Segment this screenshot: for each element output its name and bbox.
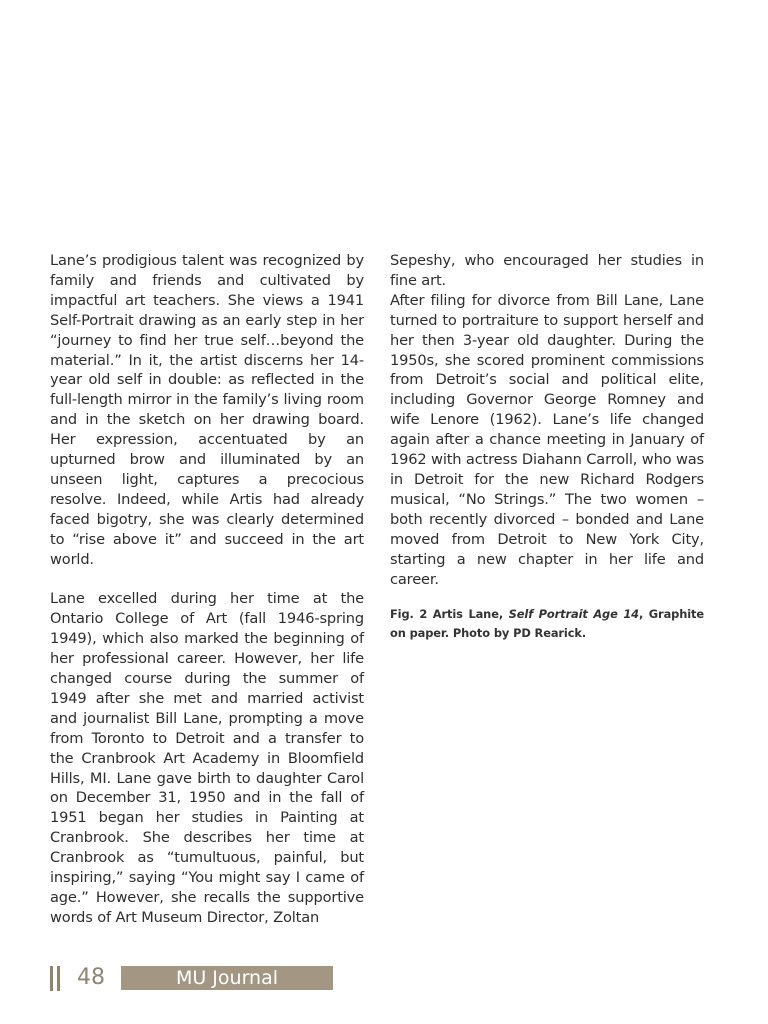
body-paragraph: Lane’s prodigious talent was recognized by family and friends and cultivated by impactful art teachers. She views a 1941 Self-Portrait drawing as an early step in her “journey to find her true self…beyond the material.” In it, the artist discerns her 14-year old self in double: as reflected in the full-length mirror in the family’s living room and in the sketch on her drawing board. Her expression, accentuated by an upturned brow and illuminated by an unseen light, captures a precocious resolve. Indeed, while Artis had already faced bigotry, she was clearly determined to “rise above it” and succeed in the art world. [50,252,364,568]
caption-prefix: Fig. 2 Artis Lane, [390,607,509,622]
body-paragraph: Sepeshy, who encouraged her studies in fine art. [390,252,704,289]
footer-divider-bar [57,966,60,991]
page-number: 48 [77,965,105,990]
journal-name-band: MU Journal [121,966,333,990]
caption-suffix: , Graphite on paper. Photo by PD Rearick. [390,607,704,641]
article-column-right [390,251,704,643]
body-paragraph: Lane excelled during her time at the Ontario College of Art (fall 1946-spring 1949), which also marked the beginning of her professional career. However, her life changed course during the summer of 1949 after she met and married activist and journalist Bill Lane, prompting a move from Toronto to Detroit and a transfer to the Cranbrook Art Academy in Bloomfield Hills, MI. Lane gave birth to daughter Carol on December 31, 1950 and in the fall of 1951 began her studies in Painting at Cranbrook. She describes her time at Cranbrook as “tumultuous, painful, but inspiring,” saying “You might say I came of age.” However, she recalls the supportive words of Art Museum Director, Zoltan [50,590,364,926]
footer-divider-bar [50,966,53,991]
article-column-left [50,251,364,928]
body-paragraph: After filing for divorce from Bill Lane, Lane turned to portraiture to support herself and her then 3-year old daughter. During the 1950s, she scored prominent commissions from Detroit’s social and political elite, including Governor George Romney and wife Lenore (1962). Lane’s life changed again after a chance meeting in January of 1962 with actress Diahann Carroll, who was in Detroit for the new Richard Rodgers musical, “No Strings.” The two women – both recently divorced – bonded and Lane moved from Detroit to New York City, starting a new chapter in her life and career. [390,291,704,588]
page-footer [50,965,340,991]
figure-caption [390,605,704,643]
caption-artwork-title: Self Portrait Age 14 [508,607,639,622]
